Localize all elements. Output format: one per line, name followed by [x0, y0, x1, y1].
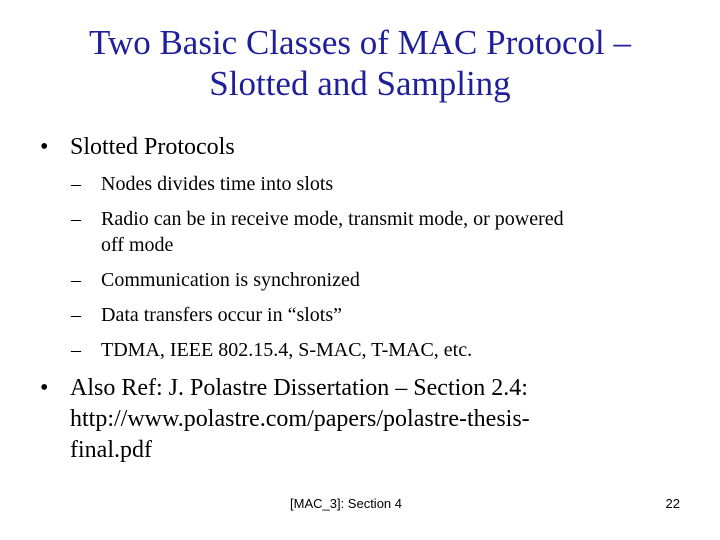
- slide-title-line-2: Slotted and Sampling: [209, 64, 511, 103]
- sub-bullet-dash: –: [71, 269, 81, 291]
- sub-bullet-text-continued: off mode: [101, 234, 174, 256]
- sub-bullet-dash: –: [71, 304, 81, 326]
- bullet-text: Slotted Protocols: [70, 134, 235, 160]
- sub-bullet-dash: –: [71, 339, 81, 361]
- sub-bullet-item: [71, 337, 564, 363]
- bullet-text: [70, 373, 530, 466]
- sub-bullet-item: [71, 206, 564, 258]
- bullet-mark: •: [40, 375, 49, 401]
- sub-bullet-text: Data transfers occur in “slots”: [101, 304, 343, 326]
- sub-bullet-item: [71, 267, 564, 293]
- sub-bullet-text: Communication is synchronized: [101, 269, 360, 291]
- sub-bullet-dash: –: [71, 208, 81, 230]
- sub-bullet-item: [71, 171, 564, 197]
- sub-bullet-list: [71, 171, 564, 372]
- sub-bullet-text: TDMA, IEEE 802.15.4, S-MAC, T-MAC, etc.: [101, 339, 473, 361]
- page-number: 22: [665, 496, 680, 511]
- sub-bullet-dash: –: [71, 173, 81, 195]
- sub-bullet-text: Nodes divides time into slots: [101, 173, 334, 195]
- sub-bullet-item: [71, 302, 564, 328]
- slide-title: [30, 22, 690, 104]
- slide-title-line-1: Two Basic Classes of MAC Protocol –: [89, 23, 631, 62]
- bullet-mark: •: [40, 134, 49, 160]
- sub-bullet-text: Radio can be in receive mode, transmit mode, or powered: [101, 208, 564, 230]
- reference-url-line-1[interactable]: http://www.polastre.com/papers/polastre-thesis-: [70, 406, 530, 432]
- bullet-text-line-1: Also Ref: J. Polastre Dissertation – Section 2.4:: [70, 375, 528, 401]
- footer-reference: [MAC_3]: Section 4: [290, 496, 402, 511]
- reference-url-line-2[interactable]: final.pdf: [70, 437, 152, 463]
